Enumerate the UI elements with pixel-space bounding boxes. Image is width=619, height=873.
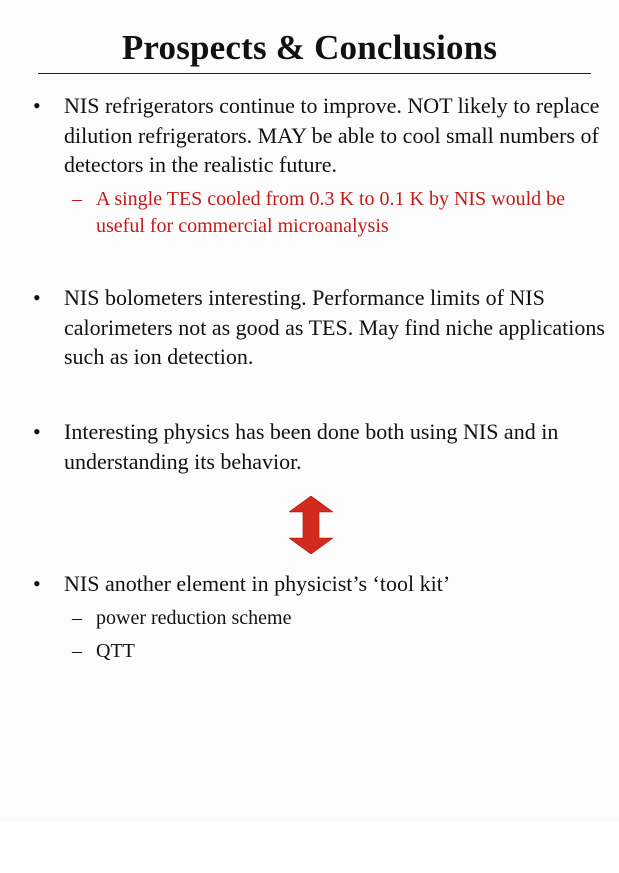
bullet-text: NIS refrigerators continue to improve. NOT likely to replace dilution refrigerators. MAY be able to cool small numbers of detectors in the realistic future. [64, 93, 600, 177]
bullet-marker: • [33, 93, 41, 118]
sub-bullet-text: A single TES cooled from 0.3 K to 0.1 K by NIS would be useful for commercial microanalysis [96, 188, 566, 237]
page-margin [0, 822, 619, 873]
double-headed-vertical-arrow-icon [289, 496, 333, 554]
sub-bullet-marker: – [72, 640, 82, 662]
bullet-marker: • [33, 285, 41, 310]
bullet-text: NIS bolometers interesting. Performance limits of NIS calorimeters not as good as TES. May find niche applications such as ion detection. [64, 285, 605, 369]
sub-bullet-text: power reduction scheme [96, 607, 292, 629]
bullet-marker: • [33, 419, 41, 444]
title-underline [38, 73, 591, 74]
sub-bullet-text: QTT [96, 640, 135, 662]
bullet-text: NIS another element in physicist’s ‘tool kit’ [64, 571, 451, 596]
sub-bullet-marker: – [72, 188, 82, 210]
bullet-marker: • [33, 571, 41, 596]
slide-title: Prospects & Conclusions [121, 28, 498, 67]
bullet-text: Interesting physics has been done both using NIS and in understanding its behavior. [64, 419, 559, 474]
sub-bullet-marker: – [72, 607, 82, 629]
